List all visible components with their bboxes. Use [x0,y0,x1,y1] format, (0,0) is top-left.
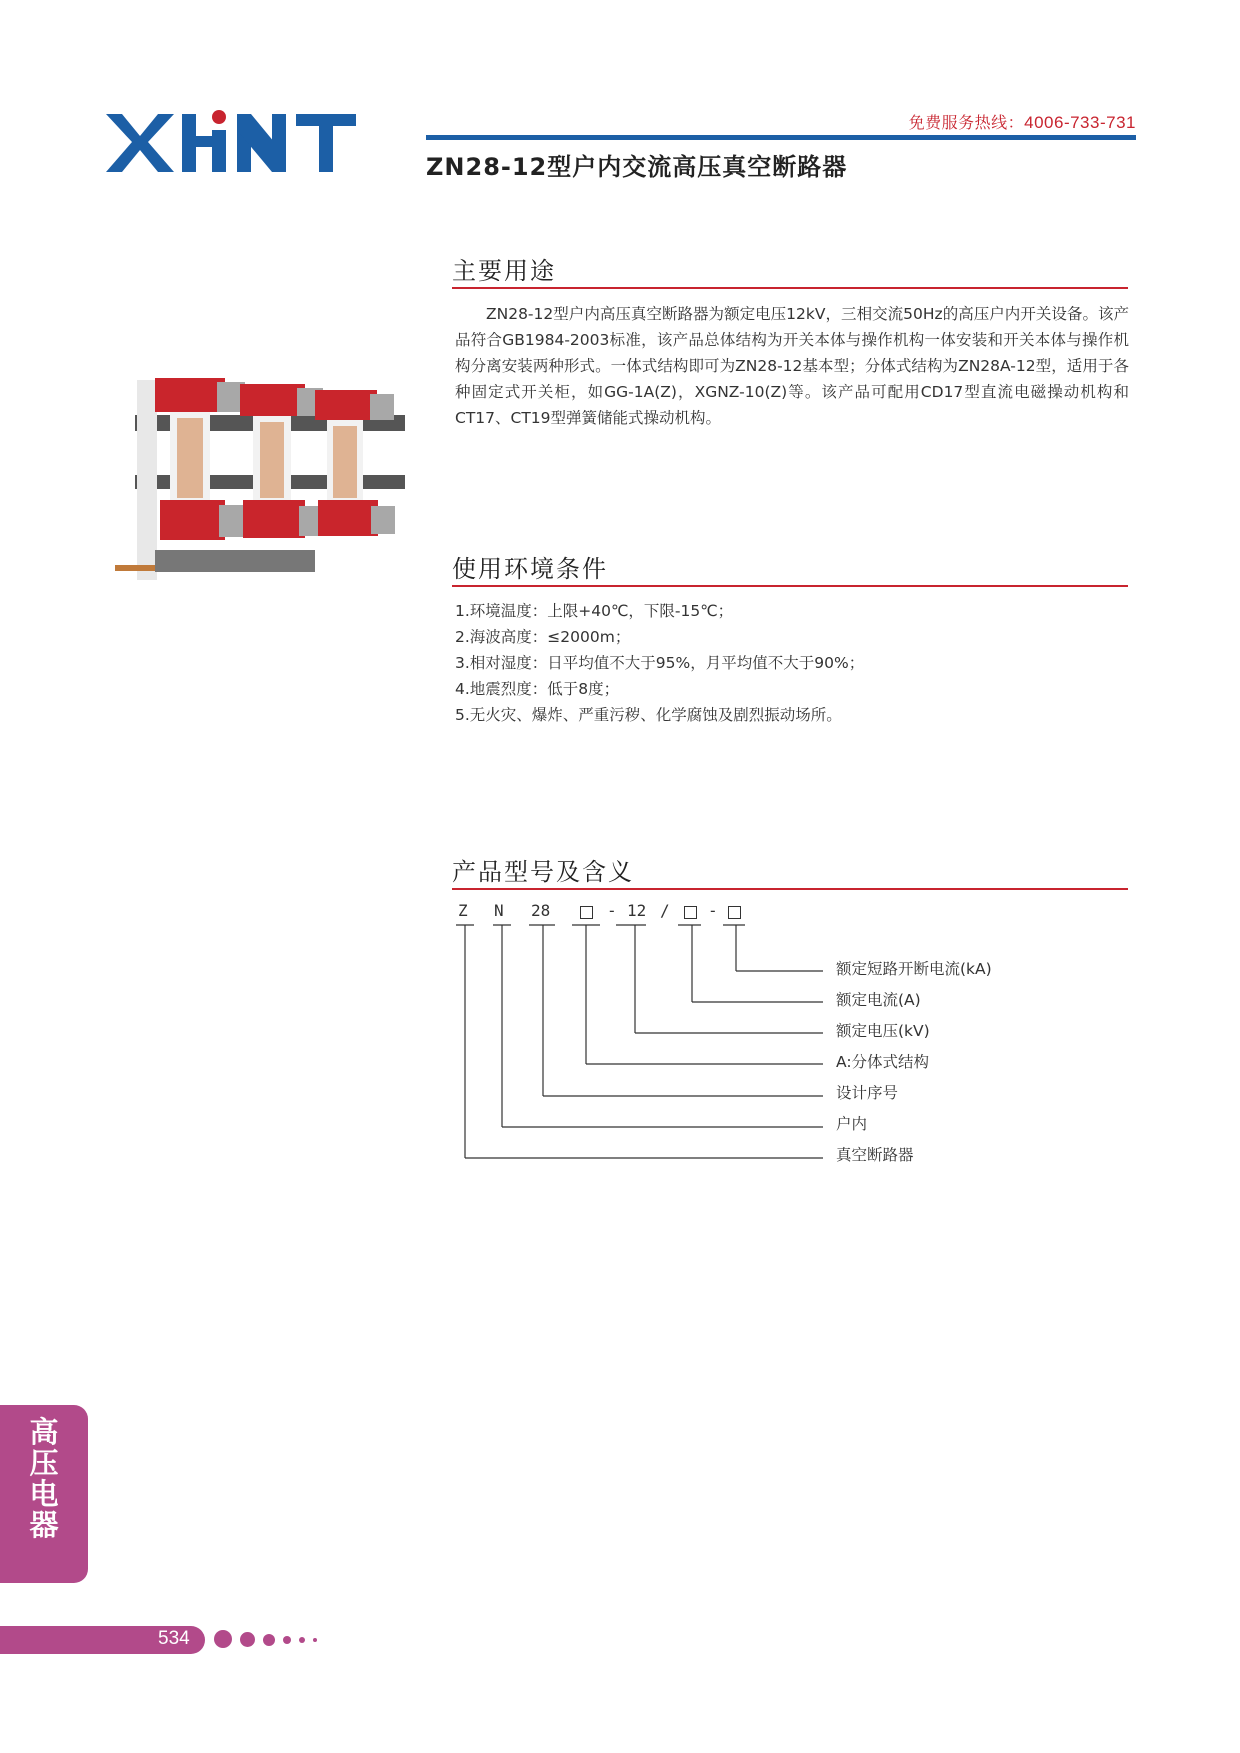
env-item-environment: 5.无火灾、爆炸、严重污秽、化学腐蚀及剧烈振动场所。 [455,706,842,724]
section-rule-env [452,585,1128,587]
legend-indoor: 户内 [836,1115,868,1133]
product-title: ZN28-12型户内交流高压真空断路器 [426,153,848,181]
legend-rated-voltage: 额定电压(kV) [836,1022,930,1040]
code-n: N [494,901,504,920]
footer-dot [299,1637,305,1643]
category-side-tab-label: 高压电器 [29,1415,59,1542]
product-photo [115,360,420,605]
section-rule-model [452,888,1128,890]
footer-dot [214,1630,232,1648]
page-number: 534 [158,1628,190,1649]
code-z: Z [458,901,468,920]
footer-dot [240,1632,255,1647]
hotline-number: 4006-733-731 [1024,113,1136,132]
usage-paragraph [455,301,1129,431]
env-list [455,598,864,728]
env-item-temperature: 1.环境温度：上限+40℃，下限-15℃； [455,602,734,620]
code-12: 12 [627,901,647,920]
legend-rated-current: 额定电流(A) [836,991,921,1009]
hotline-label: 免费服务热线： [908,113,1025,132]
footer-dot [263,1634,275,1646]
section-title-model: 产品型号及含义 [452,858,634,886]
code-slash: / [660,901,670,920]
category-side-tab [0,1405,88,1583]
env-item-seismic: 4.地震烈度：低于8度； [455,680,620,698]
env-item-altitude: 2.海波高度：≤2000m； [455,628,631,646]
header-rule [426,135,1136,140]
model-diagram [455,900,855,1170]
legend-split-structure: A:分体式结构 [836,1053,930,1071]
legend-vacuum-breaker: 真空断路器 [836,1146,914,1164]
footer-dot [283,1636,291,1644]
footer-dot [313,1638,317,1642]
usage-text: ZN28-12型户内高压真空断路器为额定电压12kV，三相交流50Hz的高压户内开关设备。该产品符合GB1984-2003标准，该产品总体结构为开关本体与操作机构一体安装和开关本体与操作机构分离安装两种形式。一体式结构即可为ZN28-12基本型；分体式结构为ZN28A-12型，适用于各种固定式开关柜，如GG-1A(Z)，XGNZ-10(Z)等。该产品可配用CD17型直流电磁操动机构和CT17、CT19型弹簧储能式操动机构。 [455,305,1129,427]
code-dash-2: - [708,901,718,920]
section-rule-usage [452,287,1128,289]
legend-breaking-current: 额定短路开断电流(kA) [836,960,992,978]
code-28: 28 [531,901,551,920]
xhnt-logo [104,106,384,176]
code-dash-1: - [607,901,617,920]
legend-design-serial: 设计序号 [836,1084,899,1102]
env-item-humidity: 3.相对湿度：日平均值不大于95%，月平均值不大于90%； [455,654,865,672]
section-title-usage: 主要用途 [452,257,556,285]
section-title-env: 使用环境条件 [452,555,608,583]
hotline [909,110,1136,133]
